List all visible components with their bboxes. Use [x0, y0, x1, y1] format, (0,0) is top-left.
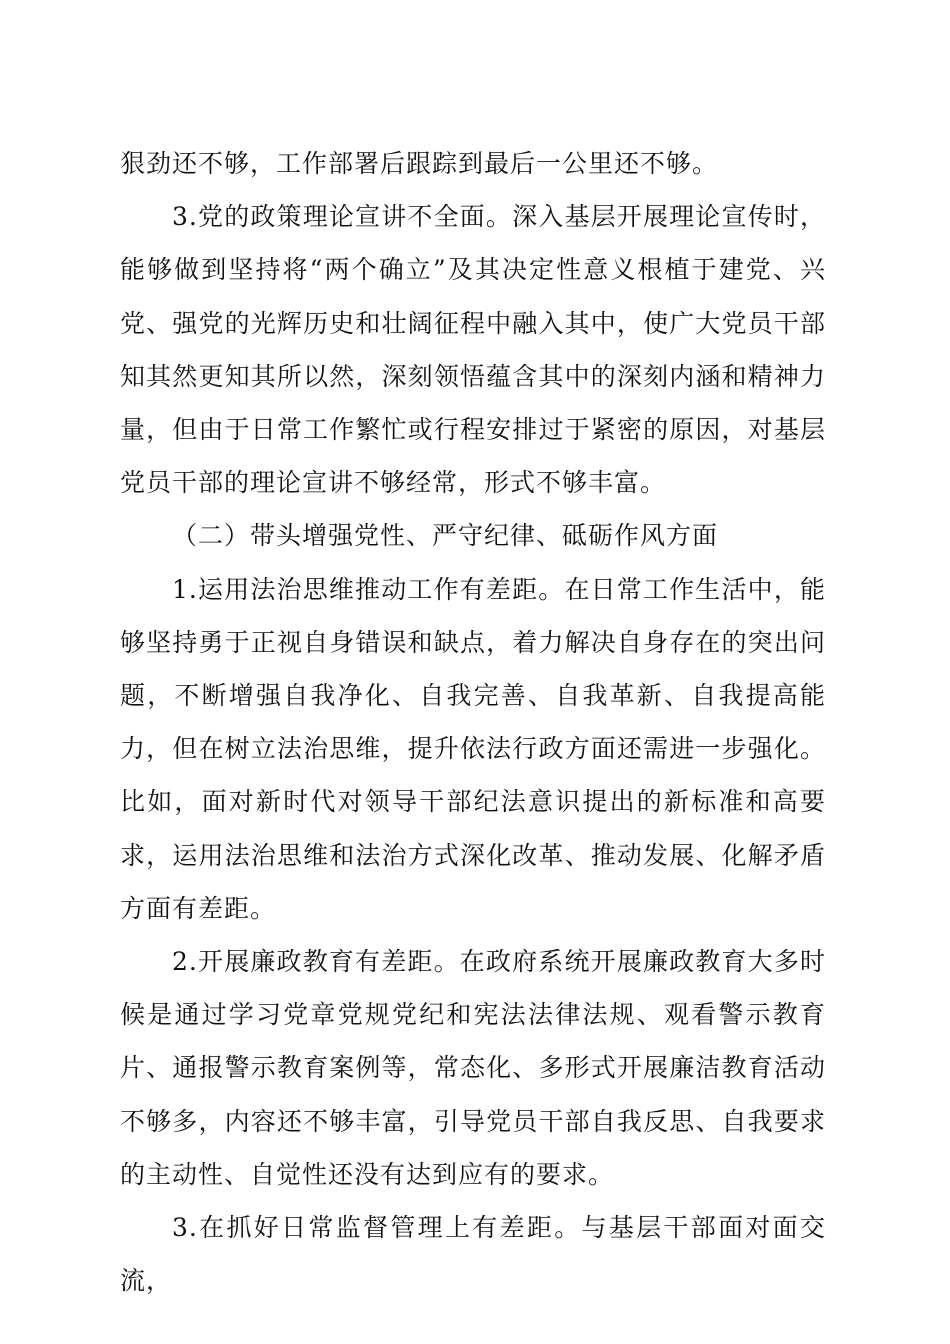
paragraph-rule-of-law-thinking: 1.运用法治思维推动工作有差距。在日常工作生活中，能够坚持勇于正视自身错误和缺点，着力解决自身存在的突出问题，不断增强自我净化、自我完善、自我革新、自我提高能力，但在树立法治思维，提升依法行政方面还需进一步强化。比如，面对新时代对领导干部纪法意识提出的新标准和高要求，运用法治思维和法治方式深化改革、推动发展、化解矛盾方面有差距。 — [120, 574, 826, 923]
paragraph-policy-theory-lecture: 3.党的政策理论宣讲不全面。深入基层开展理论宣传时，能够做到坚持将“两个确立”及其决定性意义根植于建党、兴党、强党的光辉历史和壮阔征程中融入其中，使广大党员干部知其然更知其所以然，深刻领悟蕴含其中的深刻内涵和精神力量，但由于日常工作繁忙或行程安排过于紧密的原因，对基层党员干部的理论宣讲不够经常，形式不够丰富。 — [120, 202, 826, 498]
paragraph-integrity-education: 2.开展廉政教育有差距。在政府系统开展廉政教育大多时候是通过学习党章党规党纪和宪法法律法规、观看警示教育片、通报警示教育案例等，常态化、多形式开展廉洁教育活动不够多，内容还不够丰富，引导党员干部自我反思、自我要求的主动性、自觉性还没有达到应有的要求。 — [120, 947, 826, 1189]
section-heading-2: （二）带头增强党性、严守纪律、砥砺作风方面 — [172, 521, 719, 551]
document-body — [120, 137, 826, 1307]
paragraph-continuation: 狠劲还不够，工作部署后跟踪到最后一公里还不够。 — [120, 149, 719, 178]
paragraph-daily-supervision: 3.在抓好日常监督管理上有差距。与基层干部面对面交流， — [120, 1213, 826, 1296]
